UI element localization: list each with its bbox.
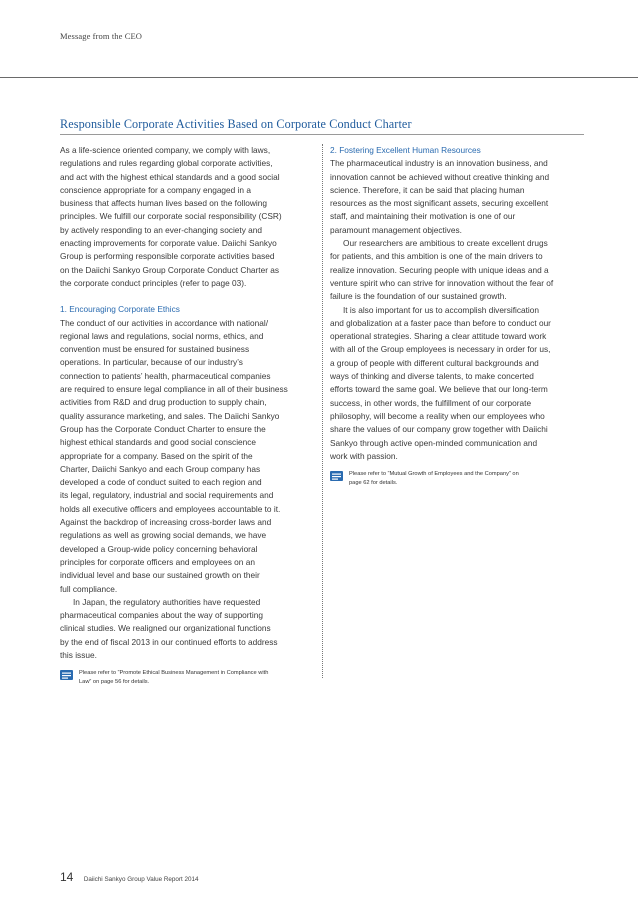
text-line: are required to ensure legal compliance in all of their business xyxy=(60,384,288,395)
japan-paragraph xyxy=(60,596,318,662)
text-line: regulations and rules regarding global corporate activities, xyxy=(60,158,273,169)
reference-note xyxy=(330,470,586,488)
text-line: a group of people with different cultural backgrounds and xyxy=(330,357,539,368)
text-line: efforts toward the same goal. We believe that our long-term xyxy=(330,384,548,395)
text-line: regulations as well as growing social demands, we have xyxy=(60,530,267,541)
text-line: principles for corporate officers and employees on an xyxy=(60,556,255,567)
text-line: conscience appropriate for a company engaged in a xyxy=(60,184,251,195)
text-line: operations. In particular, because of our industry’s xyxy=(60,357,243,368)
innovation-paragraph xyxy=(330,157,586,237)
text-line: Against the backdrop of increasing cross-border laws and xyxy=(60,517,272,528)
text-line: by actively responding to an ever-changing society and xyxy=(60,224,263,235)
text-line: Group is performing responsible corporate activities based xyxy=(60,251,275,262)
text-line: and act with the highest ethical standards and a good social xyxy=(60,171,280,182)
text-line: by the end of fiscal 2013 in our continued efforts to address xyxy=(60,636,278,647)
text-line: philosophy, will become a reality when our employees who xyxy=(330,410,545,421)
left-column xyxy=(60,144,318,687)
text-line: Sankyo through active open-minded communication and xyxy=(330,437,538,448)
text-line: As a life-science oriented company, we comply with laws, xyxy=(60,145,271,155)
text-line: developed a code of conduct suited to each region and xyxy=(60,477,262,488)
text-line: The pharmaceutical industry is an innovation business, and xyxy=(330,158,548,169)
text-line: holds all executive officers and employees accountable to it. xyxy=(60,503,281,514)
text-line: pharmaceutical companies about the way of supporting xyxy=(60,610,263,621)
text-line: full compliance. xyxy=(60,583,118,594)
text-line: work with passion. xyxy=(330,450,398,461)
right-column xyxy=(330,144,586,488)
text-line: individual level and base our sustained growth on their xyxy=(60,570,260,581)
text-line: Our researchers are ambitious to create excellent drugs xyxy=(343,238,548,249)
text-line: activities from R&D and drug production to supply chain, xyxy=(60,397,267,408)
text-line: connection to patients’ health, pharmaceutical companies xyxy=(60,370,271,381)
subheading-corporate-ethics: 1. Encouraging Corporate Ethics xyxy=(60,304,180,315)
text-line: its legal, regulatory, industrial and social requirements and xyxy=(60,490,274,501)
text-line: It is also important for us to accomplish diversification xyxy=(343,304,539,315)
text-line: paramount management objectives. xyxy=(330,224,462,235)
text-line: resources as the most significant assets, securing excellent xyxy=(330,198,549,209)
text-line: principles. We fulfill our corporate social responsibility (CSR) xyxy=(60,211,282,222)
text-line: science. Therefore, it can be said that placing human xyxy=(330,184,525,195)
note-line: page 62 for details. xyxy=(349,480,398,487)
ethics-paragraph xyxy=(60,317,318,596)
text-line: ways of thinking and diverse talents, to make concerted xyxy=(330,371,534,382)
diversification-paragraph xyxy=(330,304,586,464)
section-title: Responsible Corporate Activities Based on Corporate Conduct Charter xyxy=(60,117,412,131)
subheading-human-resources: 2. Fostering Excellent Human Resources xyxy=(330,145,481,155)
text-line: failure is the foundation of our sustained growth. xyxy=(330,291,507,302)
text-line: regional laws and regulations, social norms, ethics, and xyxy=(60,330,264,341)
text-line: In Japan, the regulatory authorities have requested xyxy=(73,596,261,607)
text-line: clinical studies. We realigned our organizational functions xyxy=(60,623,271,634)
text-line: quality assurance marketing, and sales. The Daiichi Sankyo xyxy=(60,410,280,421)
book-reference-icon xyxy=(60,670,73,680)
publication-title: Daiichi Sankyo Group Value Report 2014 xyxy=(83,876,199,883)
text-line: the corporate conduct principles (refer to page 03). xyxy=(60,277,247,288)
column-divider xyxy=(322,144,323,678)
text-line: Group has the Corporate Conduct Charter to ensure the xyxy=(60,423,266,434)
text-line: Charter, Daiichi Sankyo and each Group company has xyxy=(60,463,261,474)
text-line: The conduct of our activities in accordance with national/ xyxy=(60,317,268,328)
header-section-label: Message from the CEO xyxy=(60,31,143,41)
text-line: convention must be ensured for sustained business xyxy=(60,344,250,355)
note-line: Please refer to “Promote Ethical Business Management in Compliance with xyxy=(79,670,269,677)
text-line: for patients, and this ambition is one of the main drivers to xyxy=(330,251,543,262)
text-line: staff, and maintaining their motivation is one of our xyxy=(330,211,516,222)
text-line: operational strategies. Sharing a clear attitude toward work xyxy=(330,331,547,342)
page-number: 14 xyxy=(60,870,74,884)
text-line: with all of the Group employees is necessary in order for us, xyxy=(330,344,551,355)
header-divider xyxy=(0,77,638,78)
intro-paragraph xyxy=(60,144,318,290)
text-line: business that affects human lives based on the following xyxy=(60,198,267,209)
text-line: venture spirit who can strive for innovation without the fear of xyxy=(330,277,554,288)
text-line: on the Daiichi Sankyo Group Corporate Conduct Charter as xyxy=(60,264,280,275)
text-line: highest ethical standards and good social conscience xyxy=(60,437,257,448)
researchers-paragraph xyxy=(330,237,586,303)
note-line: Please refer to “Mutual Growth of Employees and the Company” on xyxy=(349,471,519,478)
reference-note xyxy=(60,669,318,687)
text-line: share the values of our company grow together with Daiichi xyxy=(330,424,548,435)
text-line: and globalization at a faster pace than before to conduct our xyxy=(330,317,551,328)
text-line: realize innovation. Securing people with unique ideas and a xyxy=(330,264,549,275)
book-reference-icon xyxy=(330,471,343,481)
page-footer xyxy=(60,868,199,886)
text-line: this issue. xyxy=(60,649,97,660)
note-line: Law” on page 56 for details. xyxy=(79,679,150,686)
text-line: success, in other words, the fulfillment of our corporate xyxy=(330,397,532,408)
title-divider xyxy=(60,134,584,135)
text-line: appropriate for a company. Based on the spirit of the xyxy=(60,450,253,461)
text-line: developed a Group-wide policy concerning behavioral xyxy=(60,543,258,554)
text-line: innovation cannot be achieved without creative thinking and xyxy=(330,171,550,182)
text-line: enacting improvements for corporate value. Daiichi Sankyo xyxy=(60,238,277,249)
spacer xyxy=(60,290,318,303)
